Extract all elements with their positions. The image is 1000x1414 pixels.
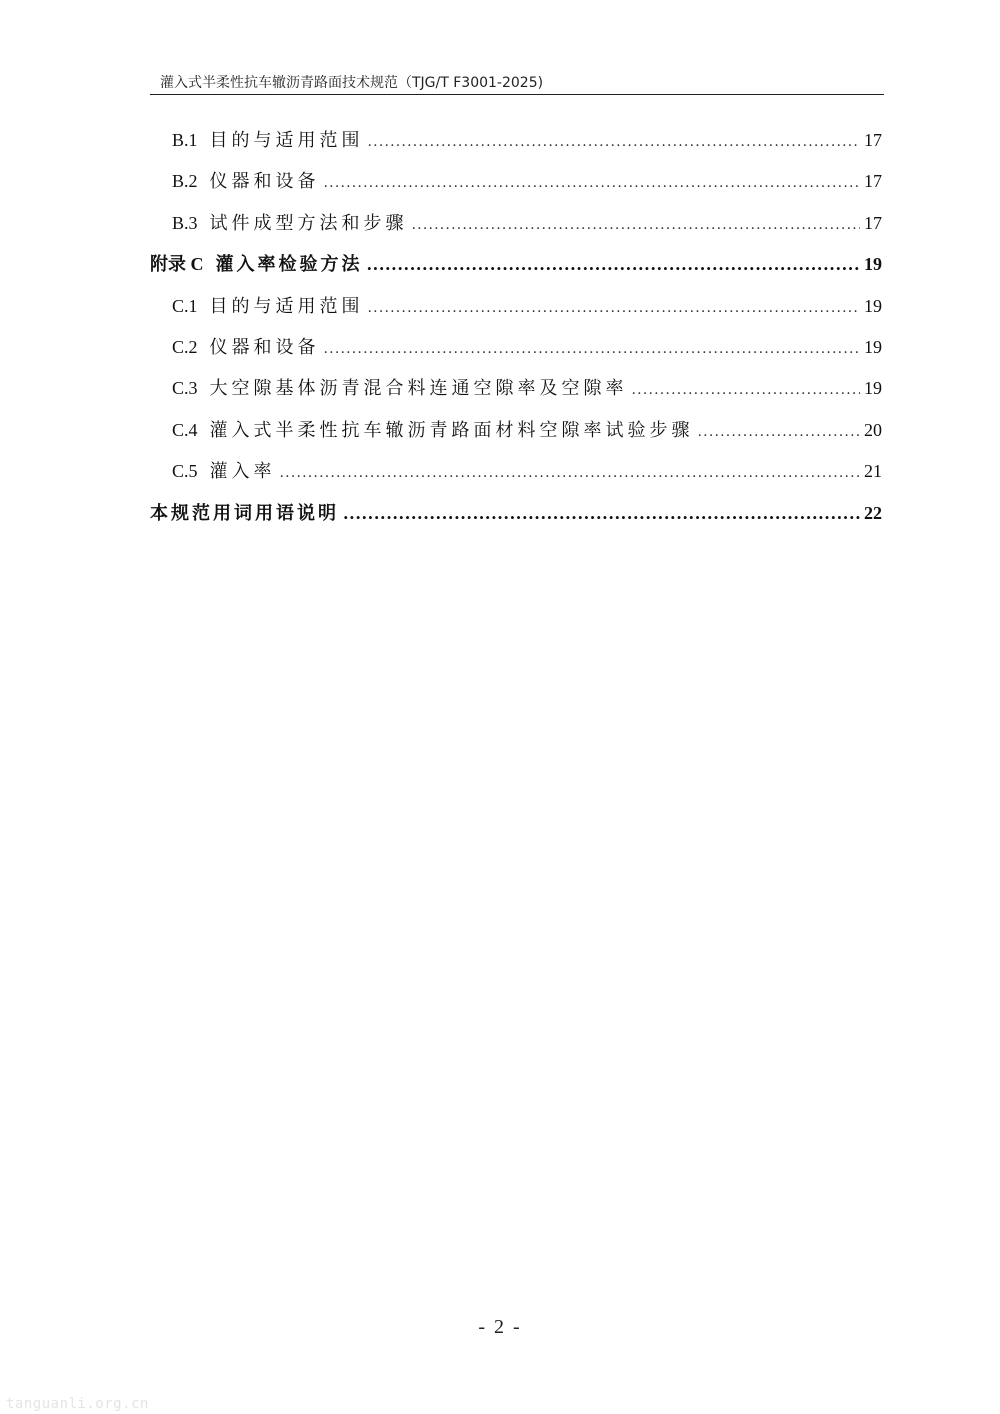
- toc-entry-number: C.3: [172, 378, 198, 399]
- watermark-text: tanguanli.org.cn: [6, 1396, 149, 1412]
- page-number: - 2 -: [478, 1316, 522, 1338]
- toc-dot-leader: [324, 167, 860, 199]
- toc-dot-leader: [367, 249, 861, 281]
- toc-entry-c4[interactable]: [150, 414, 882, 455]
- toc-entry-number: C.4: [172, 419, 198, 440]
- toc-entry-title: 试件成型方法和步骤: [209, 212, 408, 234]
- table-of-contents: [150, 124, 882, 538]
- toc-dot-leader: [368, 126, 860, 158]
- toc-entry-title: 灌入率: [209, 461, 276, 483]
- toc-entry-number: B.3: [172, 212, 198, 233]
- toc-entry-page: 17: [864, 171, 882, 192]
- toc-entry-title: 本规范用词用语说明: [150, 502, 339, 524]
- toc-entry-c5[interactable]: [150, 455, 882, 496]
- toc-entry-appendix-c[interactable]: [150, 248, 882, 289]
- toc-entry-terminology[interactable]: [150, 497, 882, 538]
- toc-entry-title: 目的与适用范围: [209, 295, 364, 317]
- toc-entry-c3[interactable]: [150, 372, 882, 413]
- toc-entry-number: 附录 C: [150, 254, 204, 275]
- toc-entry-page: 19: [864, 295, 882, 316]
- toc-entry-page: 21: [864, 461, 882, 482]
- toc-entry-number: B.2: [172, 171, 198, 192]
- toc-entry-title: 仪器和设备: [209, 336, 320, 358]
- toc-entry-number: C.2: [172, 336, 198, 357]
- toc-entry-page: 17: [864, 212, 882, 233]
- header-rule: [150, 94, 884, 95]
- toc-entry-number: B.1: [172, 130, 198, 150]
- running-header: 灌入式半柔性抗车辙沥青路面技术规范（TJG/T F3001-2025): [160, 75, 544, 91]
- toc-dot-leader: [698, 416, 860, 448]
- toc-entry-page: 17: [864, 130, 882, 150]
- toc-entry-page: 19: [864, 378, 882, 399]
- toc-entry-number: C.5: [172, 461, 198, 482]
- toc-entry-title: 灌入式半柔性抗车辙沥青路面材料空隙率试验步骤: [209, 419, 694, 441]
- toc-entry-title: 仪器和设备: [209, 171, 320, 193]
- toc-entry-page: 22: [864, 502, 882, 523]
- toc-dot-leader: [280, 457, 860, 489]
- toc-entry-page: 19: [864, 254, 882, 275]
- toc-dot-leader: [324, 333, 860, 365]
- toc-entry-c2[interactable]: [150, 331, 882, 372]
- toc-entry-number: C.1: [172, 295, 198, 316]
- toc-entry-b1[interactable]: [150, 124, 882, 165]
- toc-entry-title: 目的与适用范围: [209, 130, 364, 151]
- toc-entry-page: 20: [864, 419, 882, 440]
- toc-entry-page: 19: [864, 336, 882, 357]
- toc-entry-b3[interactable]: [150, 207, 882, 248]
- toc-dot-leader: [412, 209, 860, 241]
- toc-entry-b2[interactable]: [150, 165, 882, 206]
- toc-entry-c1[interactable]: [150, 290, 882, 331]
- toc-dot-leader: [368, 292, 860, 324]
- toc-dot-leader: [343, 498, 860, 530]
- toc-entry-title: 灌入率检验方法: [215, 254, 363, 276]
- toc-entry-title: 大空隙基体沥青混合料连通空隙率及空隙率: [209, 378, 628, 400]
- toc-dot-leader: [632, 374, 860, 406]
